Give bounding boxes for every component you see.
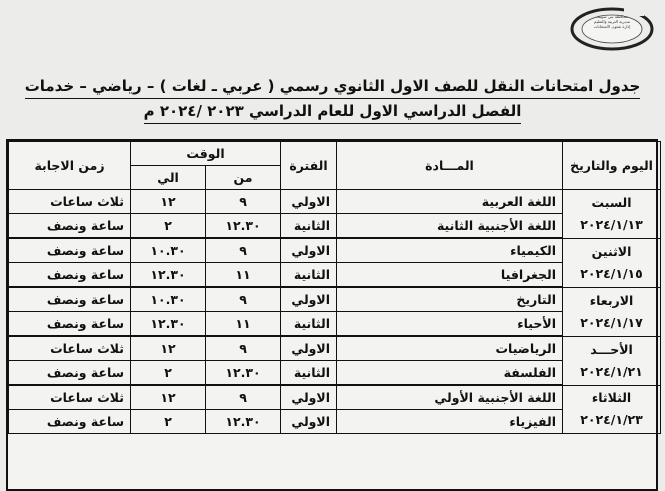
from-cell: ٩ <box>206 238 281 263</box>
to-cell: ١٢ <box>131 385 206 410</box>
duration-cell: ثلاث ساعات <box>9 385 131 410</box>
schedule-table-frame <box>6 139 658 491</box>
duration-cell: ثلاث ساعات <box>9 336 131 361</box>
to-cell: ١٠.٣٠ <box>131 238 206 263</box>
table-row <box>9 238 661 263</box>
day-date: ٢٠٢٤/١/١٧ <box>580 314 643 330</box>
period-cell: الاولي <box>281 287 337 312</box>
document-title <box>0 74 665 124</box>
to-cell: ٢ <box>131 410 206 434</box>
from-cell: ٩ <box>206 287 281 312</box>
duration-cell: ساعة ونصف <box>9 410 131 434</box>
to-cell: ٢ <box>131 214 206 239</box>
period-cell: الثانية <box>281 263 337 288</box>
header-subject: المـــادة <box>337 142 563 190</box>
duration-cell: ساعة ونصف <box>9 238 131 263</box>
to-cell: ١٠.٣٠ <box>131 287 206 312</box>
to-cell: ١٢ <box>131 336 206 361</box>
header-period: الفترة <box>281 142 337 190</box>
duration-cell: ساعة ونصف <box>9 214 131 239</box>
header-time: الوقت <box>131 142 281 166</box>
from-cell: ٩ <box>206 336 281 361</box>
subject-cell: الفيزياء <box>337 410 563 434</box>
title-line-1: جدول امتحانات النقل للصف الاول الثانوي رسمي ( عربي ـ لغات ) – رياضي – خدمات <box>25 74 641 99</box>
header-duration: زمن الاجابة <box>9 142 131 190</box>
header-row <box>9 142 661 166</box>
day-date: ٢٠٢٤/١/١٥ <box>580 265 643 281</box>
day-name: الثلاثاء <box>591 390 632 406</box>
table-row <box>9 336 661 361</box>
day-cell <box>563 385 661 434</box>
day-name: الأحـــد <box>590 341 633 357</box>
subject-cell: التاريخ <box>337 287 563 312</box>
day-name: السبت <box>591 194 632 210</box>
subject-cell: اللغة العربية <box>337 190 563 214</box>
day-cell <box>563 190 661 239</box>
header-from: من <box>206 166 281 190</box>
subject-cell: اللغة الأجنبية الثانية <box>337 214 563 239</box>
from-cell: ١٢.٣٠ <box>206 214 281 239</box>
duration-cell: ثلاث ساعات <box>9 190 131 214</box>
from-cell: ٩ <box>206 385 281 410</box>
subject-cell: الأحياء <box>337 312 563 337</box>
day-name: الاربعاء <box>589 292 634 308</box>
day-cell <box>563 238 661 287</box>
to-cell: ١٢.٣٠ <box>131 263 206 288</box>
subject-cell: الفلسفة <box>337 361 563 386</box>
duration-cell: ساعة ونصف <box>9 361 131 386</box>
subject-cell: اللغة الأجنبية الأولي <box>337 385 563 410</box>
period-cell: الاولي <box>281 336 337 361</box>
period-cell: الاولي <box>281 385 337 410</box>
day-cell <box>563 336 661 385</box>
period-cell: الثانية <box>281 361 337 386</box>
to-cell: ١٢ <box>131 190 206 214</box>
to-cell: ٢ <box>131 361 206 386</box>
table-row <box>9 287 661 312</box>
logo-caption <box>590 14 634 29</box>
table-row <box>9 385 661 410</box>
logo-line: محافظة بني سويف <box>595 14 629 19</box>
duration-cell: ساعة ونصف <box>9 312 131 337</box>
period-cell: الاولي <box>281 190 337 214</box>
title-line-2: الفصل الدراسي الاول للعام الدراسي ٢٠٢٣ /٢٠٢٤ م <box>144 99 522 124</box>
day-date: ٢٠٢٤/١/٢٣ <box>580 412 643 428</box>
schedule-body <box>9 190 661 434</box>
logo-line: إدارة شئون الامتحانات <box>593 24 631 29</box>
from-cell: ٩ <box>206 190 281 214</box>
ministry-logo <box>566 4 658 54</box>
from-cell: ١١ <box>206 312 281 337</box>
period-cell: الثانية <box>281 214 337 239</box>
header-day-date: اليوم والتاريخ <box>563 142 661 190</box>
from-cell: ١١ <box>206 263 281 288</box>
subject-cell: الجغرافيا <box>337 263 563 288</box>
day-cell <box>563 287 661 336</box>
duration-cell: ساعة ونصف <box>9 263 131 288</box>
day-date: ٢٠٢٤/١/١٣ <box>580 216 643 232</box>
subject-cell: الرياضيات <box>337 336 563 361</box>
ministry-emblem-icon <box>566 4 658 54</box>
day-name: الاثنين <box>591 243 632 259</box>
to-cell: ١٢.٣٠ <box>131 312 206 337</box>
period-cell: الاولي <box>281 410 337 434</box>
period-cell: الثانية <box>281 312 337 337</box>
day-date: ٢٠٢٤/١/٢١ <box>580 363 643 379</box>
header-to: الي <box>131 166 206 190</box>
subject-cell: الكيمياء <box>337 238 563 263</box>
table-row <box>9 190 661 214</box>
duration-cell: ساعة ونصف <box>9 287 131 312</box>
logo-line: مديرية التربية والتعليم <box>593 19 631 24</box>
from-cell: ١٢.٣٠ <box>206 361 281 386</box>
from-cell: ١٢.٣٠ <box>206 410 281 434</box>
period-cell: الاولي <box>281 238 337 263</box>
exam-schedule-table <box>8 141 661 434</box>
